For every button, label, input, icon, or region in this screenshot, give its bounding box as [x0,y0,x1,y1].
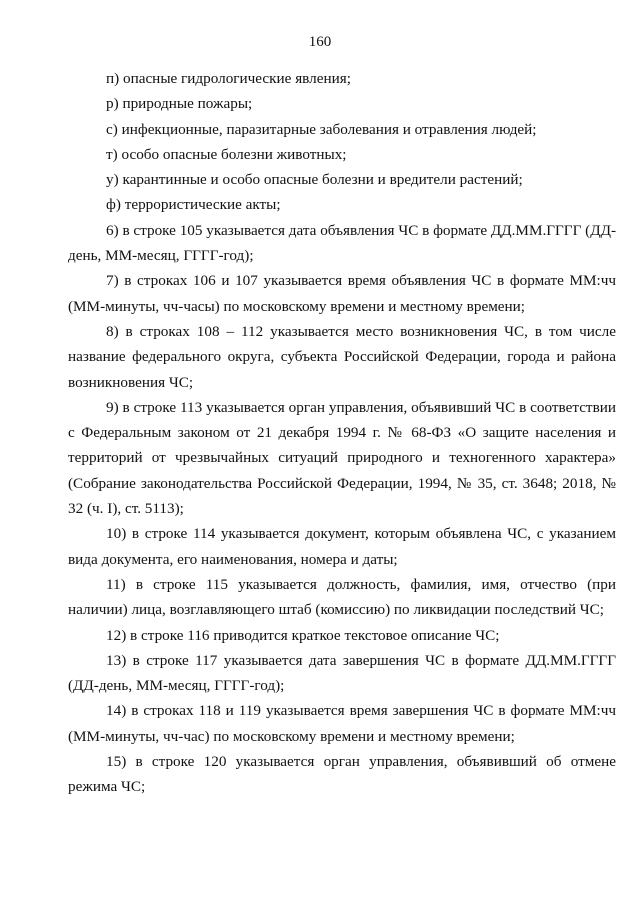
paragraph-6: 6) в строке 105 указывается дата объявления ЧС в формате ДД.ММ.ГГГГ (ДД-день, ММ-месяц, ГГГГ-год); [68,221,616,265]
paragraph-13: 13) в строке 117 указывается дата завершения ЧС в формате ДД.ММ.ГГГГ (ДД-день, ММ-месяц, ГГГГ-год); [68,651,616,695]
paragraph-9: 9) в строке 113 указывается орган управления, объявивший ЧС в соответствии с Федеральным законом от 21 декабря 1994 г. № 68-ФЗ «О защите населения и территорий от чрезвычайных ситуаций природного и техногенного характера» (Собрание законодательства Российской Федерации, 1994, № 35, ст. 3648; 2018, № 32 (ч. I), ст. 5113); [68,398,616,518]
list-item-s: с) инфекционные, паразитарные заболевания и отравления людей; [106,120,537,138]
paragraph-11: 11) в строке 115 указывается должность, фамилия, имя, отчество (при наличии) лица, возглавляющего штаб (комиссию) по ликвидации последствий ЧС; [68,575,616,619]
list-item-r: р) природные пожары; [106,95,253,113]
paragraph-10: 10) в строке 114 указывается документ, которым объявлена ЧС, с указанием вида документа, его наименования, номера и даты; [68,525,616,568]
list-item-f: ф) террористические акты; [106,196,281,214]
paragraph-14: 14) в строках 118 и 119 указывается время завершения ЧС в формате ММ:чч (ММ-минуты, чч-час) по московскому времени и местному времени; [68,702,616,745]
list-item-u: у) карантинные и особо опасные болезни и вредители растений; [106,171,523,189]
paragraph-7: 7) в строках 106 и 107 указывается время объявления ЧС в формате ММ:чч (ММ-минуты, чч-часы) по московскому времени и местному времени; [68,272,616,315]
document-body [68,66,616,800]
paragraph-8: 8) в строках 108 – 112 указывается место возникновения ЧС, в том числе название федерального округа, субъекта Российской Федерации, города и района возникновения ЧС; [68,322,616,391]
list-item-p: п) опасные гидрологические явления; [106,70,351,87]
paragraph-15: 15) в строке 120 указывается орган управления, объявивший об отмене режима ЧС; [68,753,616,796]
page-number: 160 [308,34,332,50]
paragraph-12: 12) в строке 116 приводится краткое текстовое описание ЧС; [106,626,500,644]
list-item-t: т) особо опасные болезни животных; [106,145,347,163]
